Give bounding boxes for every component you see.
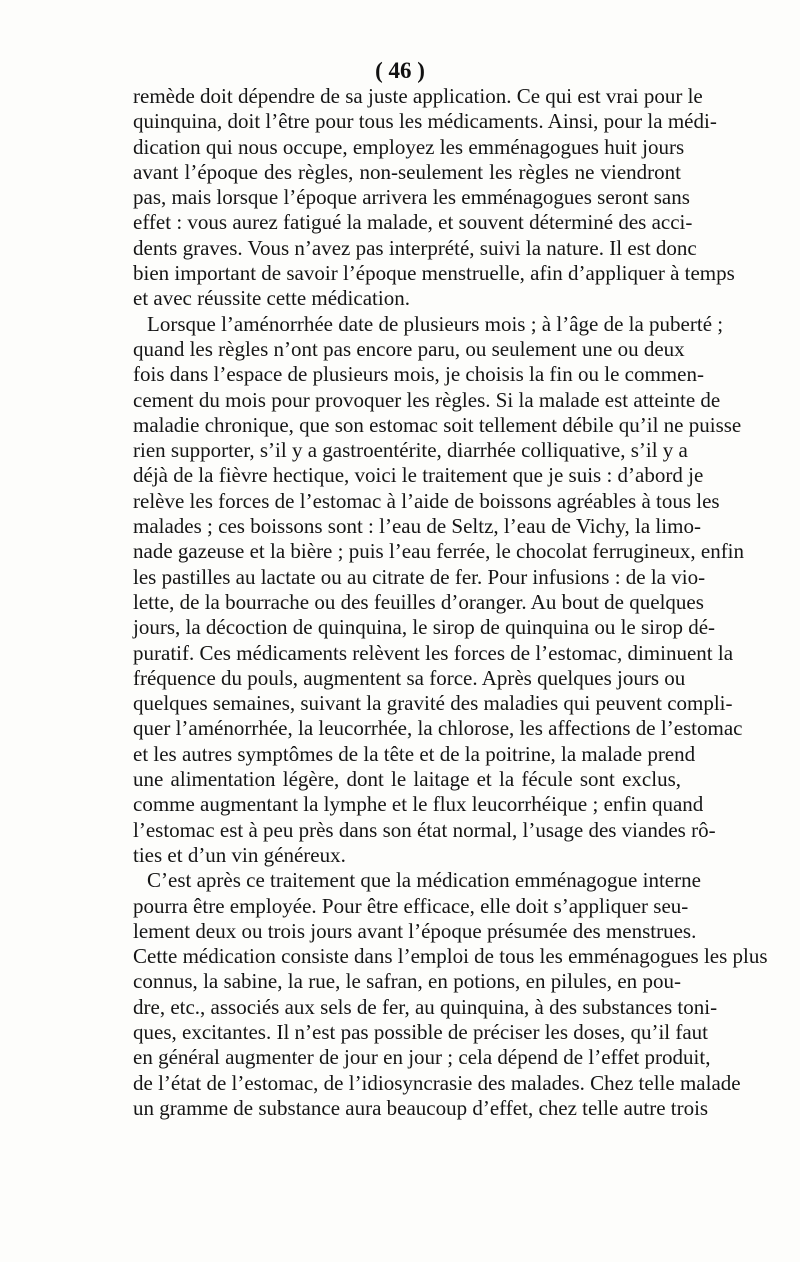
text-line: maladie chronique, que son estomac soit tellement débile qu’il ne puisse [133,412,742,437]
text-line: comme augmentant la lymphe et le flux leucorrhéique ; enfin quand [133,792,704,817]
text-line: dication qui nous occupe, employez les emménagogues huit jours [133,134,685,159]
page-number: ( 46 ) [375,58,425,83]
text-line: dre, etc., associés aux sels de fer, au quinquina, à des substances toni- [133,994,718,1019]
text-line: quinquina, doit l’être pour tous les médicaments. Ainsi, pour la médi- [133,109,717,134]
text-line: Lorsque l’aménorrhée date de plusieurs mois ; à l’âge de la puberté ; [147,311,724,336]
text-line: et avec réussite cette médication. [133,286,410,311]
text-line: puratif. Ces médicaments relèvent les forces de l’estomac, diminuent la [133,640,734,665]
text-line: un gramme de substance aura beaucoup d’effet, chez telle autre trois [133,1095,709,1120]
text-line: remède doit dépendre de sa juste application. Ce qui est vrai pour le [133,84,703,108]
text-line: dents graves. Vous n’avez pas interprété, suivi la nature. Il est donc [133,235,697,260]
text-line: fréquence du pouls, augmentent sa force. Après quelques jours ou [133,665,686,690]
text-line: une alimentation légère, dont le laitage et la fécule sont exclus, [133,767,681,792]
text-line: pas, mais lorsque l’époque arrivera les emménagogues seront sans [133,185,690,210]
text-line: fois dans l’espace de plusieurs mois, je choisis la fin ou le commen- [133,362,704,387]
text-line: bien important de savoir l’époque menstruelle, afin d’appliquer à temps [133,261,735,286]
text-line: lette, de la bourrache ou des feuilles d’oranger. Au bout de quelques [133,589,704,614]
text-line: déjà de la fièvre hectique, voici le traitement que je suis : d’abord je [133,463,704,488]
text-line: Cette médication consiste dans l’emploi de tous les emménagogues les plus [133,944,768,969]
text-line: quelques semaines, suivant la gravité des maladies qui peuvent compli- [133,691,733,716]
text-line: effet : vous aurez fatigué la malade, et souvent déterminé des acci- [133,210,693,235]
text-line: lement deux ou trois jours avant l’époque présumée des menstrues. [133,918,697,943]
text-line: relève les forces de l’estomac à l’aide de boissons agréables à tous les [133,488,720,513]
text-line: les pastilles au lactate ou au citrate de fer. Pour infusions : de la vio- [133,564,706,589]
text-line: et les autres symptômes de la tête et de la poitrine, la malade prend [133,741,696,766]
text-line: jours, la décoction de quinquina, le sirop de quinquina ou le sirop dé- [133,615,716,640]
text-line: de l’état de l’estomac, de l’idiosyncrasie des malades. Chez telle malade [133,1070,741,1095]
text-line: ques, excitantes. Il n’est pas possible de préciser les doses, qu’il faut [133,1019,709,1044]
text-line: quand les règles n’ont pas encore paru, ou seulement une ou deux [133,336,685,361]
body-text [133,84,768,1121]
text-line: l’estomac est à peu près dans son état normal, l’usage des viandes rô- [133,817,716,842]
text-line: avant l’époque des règles, non-seulement les règles ne viendront [133,159,681,184]
text-line: pourra être employée. Pour être efficace, elle doit s’appliquer seu- [133,893,689,918]
text-line: nade gazeuse et la bière ; puis l’eau ferrée, le chocolat ferrugineux, enfin [133,539,745,564]
text-line: en général augmenter de jour en jour ; cela dépend de l’effet produit, [133,1045,711,1070]
text-line: cement du mois pour provoquer les règles. Si la malade est atteinte de [133,387,721,412]
text-line: quer l’aménorrhée, la leucorrhée, la chlorose, les affections de l’estomac [133,716,743,741]
text-line: rien supporter, s’il y a gastroentérite, diarrhée colliquative, s’il y a [133,438,688,463]
text-line: C’est après ce traitement que la médication emménagogue interne [147,868,701,893]
text-line: ties et d’un vin généreux. [133,842,346,867]
text-line: connus, la sabine, la rue, le safran, en potions, en pilules, en pou- [133,969,681,994]
text-line: malades ; ces boissons sont : l’eau de Seltz, l’eau de Vichy, la limo- [133,514,701,539]
